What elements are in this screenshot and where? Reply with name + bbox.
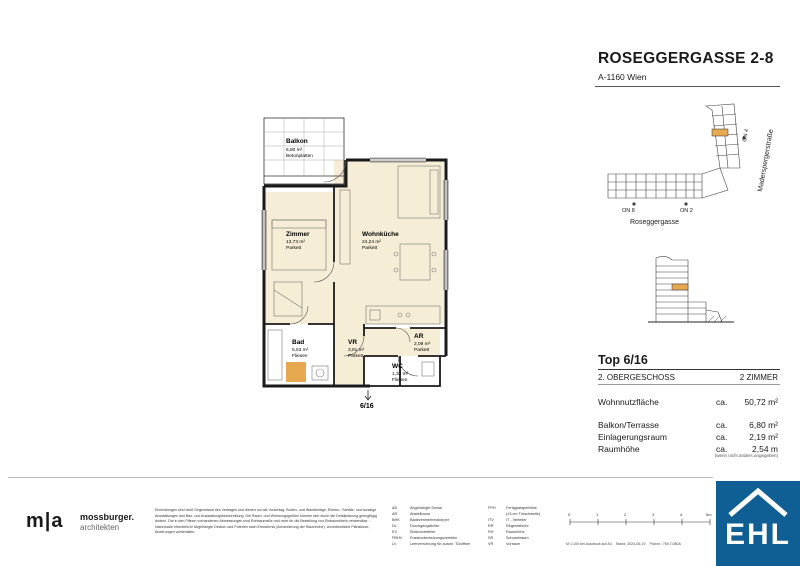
marker-on4: ON 4 bbox=[742, 128, 751, 143]
building-section-diagram bbox=[648, 250, 738, 330]
room-name: WC bbox=[392, 363, 403, 370]
abbr-value: (±3 cm Türschwelle) bbox=[506, 512, 541, 516]
room-area: 13,73 m² bbox=[286, 240, 305, 245]
room-name: Wohnküche bbox=[362, 231, 399, 238]
abbr-value: Badezimmerheizkörper bbox=[410, 518, 450, 522]
legal-disclaimer: Einrichtungen sind nicht Gegenstand des Vertrages und dienen nur als Vorschlag. Boden- und Wandbeläge, Elektro-, Sanitär- und sonstige Ausstattungen laut Bau- und Ausstattungsbeschreibung. Die Raum- und Wohnungsgrößen können sich durch die Detailplanung geringfügig ändern. Die in den Plänen vorhandenen Abmessungen sind Rohbaumaße und nicht für die Bestellung von Einbaumöbeln verwendbar - Naturmaße erforderlich! Abgehängte Decken und Poterien nach Erfordernis (Abminderung der Raumhöhe). Unverbindliche Planskizze, Änderungen vorbehalten. bbox=[155, 508, 377, 535]
street-maderspergerstrasse: Maderspergerstraße bbox=[757, 128, 775, 193]
abbreviation-list-2 bbox=[488, 505, 560, 547]
site-key-plan bbox=[594, 96, 784, 236]
abbr-key: VR bbox=[488, 542, 494, 546]
scale-tick: 4 bbox=[680, 512, 683, 517]
spec-value: 2,19 m² bbox=[749, 432, 778, 442]
plan-metadata bbox=[566, 542, 681, 546]
meta-scale: M 1:100 bei Ausdruck auf A4 bbox=[566, 542, 612, 546]
spec-ca: ca. bbox=[716, 432, 728, 442]
scale-tick: 5m bbox=[706, 512, 712, 517]
abbr-key: EV bbox=[392, 530, 398, 534]
abbreviation-item bbox=[488, 541, 560, 547]
architect-logo-mark: m|a bbox=[26, 510, 64, 532]
abbr-value: Fertigparapethöhe bbox=[506, 506, 538, 510]
room-name: Balkon bbox=[286, 138, 308, 145]
room-floor: Betonplatten bbox=[286, 154, 313, 159]
room-name: VR bbox=[348, 339, 358, 346]
spec-note: (wenn nicht anders angegeben) bbox=[714, 453, 778, 458]
room-floor: Parkett bbox=[414, 348, 430, 353]
abbr-value: Raumhöhe bbox=[506, 530, 525, 534]
meta-plan-number: Plannr.: 769.T.080A bbox=[649, 542, 681, 546]
room-floor: Fliesen bbox=[392, 378, 408, 383]
spec-row-wohnnutzflaeche bbox=[598, 397, 778, 409]
unit-entrance-tag: 6/16 bbox=[360, 403, 374, 410]
room-name: AR bbox=[414, 333, 424, 340]
unit-divider bbox=[598, 369, 780, 370]
street-roseggergasse: Roseggergasse bbox=[630, 219, 680, 226]
room-area: 3,81 m² bbox=[348, 348, 365, 353]
spec-value: 6,80 m² bbox=[749, 420, 778, 430]
spec-label: Balkon/Terrasse bbox=[598, 420, 659, 430]
abbreviation-list-1 bbox=[392, 505, 480, 547]
scale-tick: 1 bbox=[596, 512, 599, 517]
room-floor: Parkett bbox=[348, 354, 364, 359]
room-name: Bad bbox=[292, 339, 305, 346]
abbreviation-item bbox=[392, 541, 480, 547]
abbr-key: AR bbox=[392, 512, 398, 516]
abbr-value: Abstellraum bbox=[410, 512, 431, 516]
spec-ca: ca. bbox=[716, 397, 728, 407]
abbr-key: ITV bbox=[488, 518, 494, 522]
spec-ca: ca. bbox=[716, 420, 728, 430]
abbr-value: Schrankraum bbox=[506, 536, 529, 540]
spec-value: 50,72 m² bbox=[744, 397, 778, 407]
abbr-key: FPH bbox=[488, 506, 496, 510]
abbr-value: Durchgangslichte bbox=[410, 524, 440, 528]
spec-label: Raumhöhe bbox=[598, 444, 640, 454]
abbr-value: Leerverrohrung für autom. Türöffner bbox=[410, 542, 471, 546]
room-area: 24,24 m² bbox=[362, 240, 381, 245]
abbr-key: SR bbox=[488, 536, 494, 540]
scale-tick: 2 bbox=[624, 512, 627, 517]
project-address: A-1160 Wien bbox=[598, 72, 647, 82]
meta-date: Stand: 2024-06-19 bbox=[615, 542, 646, 546]
section-unit-highlight bbox=[672, 284, 688, 290]
abbr-value: Regenfallrohr bbox=[506, 524, 529, 528]
abbr-key: RH bbox=[488, 530, 494, 534]
architect-logo-name: mossburger. bbox=[80, 512, 135, 522]
header-divider bbox=[595, 86, 780, 87]
house-roof-icon bbox=[716, 481, 800, 521]
abbr-key: LV bbox=[392, 542, 397, 546]
room-floor: Parkett bbox=[286, 246, 302, 251]
spec-label: Einlagerungsraum bbox=[598, 432, 667, 442]
marker-on8: ON 8 bbox=[622, 208, 635, 214]
room-area: 5,53 m² bbox=[292, 348, 309, 353]
abbr-key: DL bbox=[392, 524, 397, 528]
room-area: 6,80 m² bbox=[286, 148, 303, 153]
unit-room-count: 2 ZIMMER bbox=[739, 373, 778, 382]
marker-on2: ON 2 bbox=[680, 208, 693, 214]
spec-label: Wohnnutzfläche bbox=[598, 397, 659, 407]
unit-floor: 2. OBERGESCHOSS bbox=[598, 373, 675, 382]
room-name: Zimmer bbox=[286, 231, 310, 238]
room-floor: Parkett bbox=[362, 246, 378, 251]
abbr-value: Vorraum bbox=[506, 542, 521, 546]
ehl-logo-text: EHL bbox=[725, 518, 791, 551]
abbr-value: Elektroverteiler bbox=[410, 530, 436, 534]
architect-logo-subtitle: architekten bbox=[80, 523, 120, 532]
room-floor: Fliesen bbox=[292, 354, 308, 359]
footer-divider bbox=[8, 477, 713, 478]
spec-row-einlagerungsraum bbox=[598, 432, 778, 444]
scale-bar bbox=[566, 510, 716, 530]
unit-highlight bbox=[712, 129, 728, 136]
abbr-key: FBHV bbox=[392, 536, 403, 540]
room-area: 1,32 m² bbox=[392, 372, 409, 377]
project-title: ROSEGGERGASSE 2-8 bbox=[598, 50, 774, 67]
abbr-key: RR bbox=[488, 524, 494, 528]
spec-row-balkon bbox=[598, 420, 778, 432]
abbr-value: Fussbodenheizungsverteiler bbox=[410, 536, 458, 540]
abbr-key: BHK bbox=[392, 518, 400, 522]
unit-divider-2 bbox=[598, 384, 780, 385]
scale-tick: 0 bbox=[568, 512, 571, 517]
room-area: 2,09 m² bbox=[414, 342, 431, 347]
unit-title: Top 6/16 bbox=[598, 353, 648, 367]
abbr-value: IT - Verteiler bbox=[506, 518, 527, 522]
spec-value: 2,54 m bbox=[752, 444, 778, 454]
spec-ca: ca. bbox=[716, 444, 728, 454]
abbr-value: Abgehängte Decke bbox=[410, 506, 443, 510]
floor-plan bbox=[250, 110, 470, 410]
abbr-key: AD bbox=[392, 506, 398, 510]
scale-tick: 3 bbox=[652, 512, 655, 517]
